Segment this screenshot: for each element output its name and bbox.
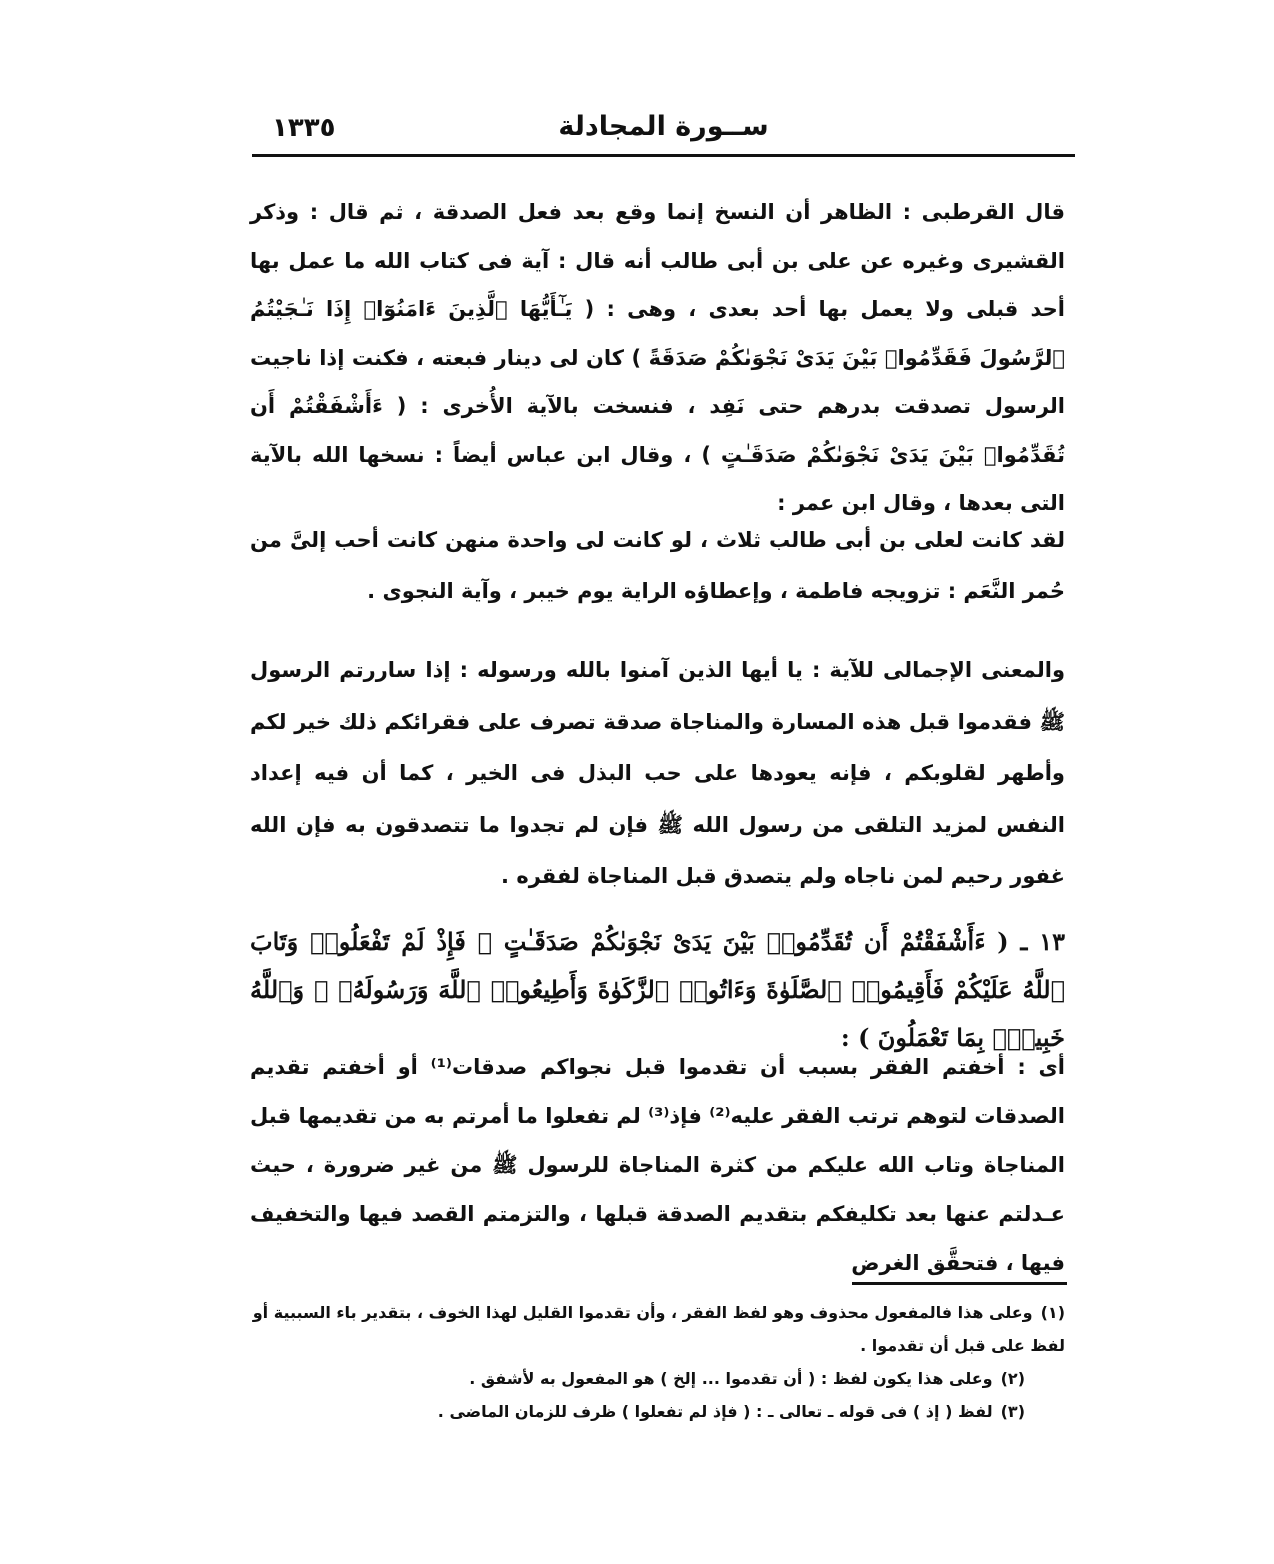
page-number: ١٣٣٥: [272, 113, 336, 143]
paragraph-general-meaning: والمعنى الإجمالى للآية : يا أيها الذين آمنوا بالله ورسوله : إذا ساررتم الرسول ﷺ فقدموا قبل هذه المسارة والمناجاة صدقة تصرف على فقرائكم ذلك خير لكم وأطهر لقلوبكم ، فإنه يعودها على حب البذل فى الخير ، كما أن فيه إعداد النفس لمزيد التلقى من رسول الله ﷺ فإن لم تجدوا ما تتصدقون به فإن الله غفور رحيم لمن ناجاه ولم يتصدق قبل المناجاة لفقره .: [250, 658, 1065, 888]
footnote-3: [245, 1395, 1065, 1428]
paragraph-verse-explanation: أى : أخفتم الفقر بسبب أن تقدموا قبل نجواكم صدقات⁽¹⁾ أو أخفتم تقديم الصدقات لتوهم ترتب الفقر عليه⁽²⁾ فإذ⁽³⁾ لم تفعلوا ما أمرتم به من تقديمها قبل المناجاة وتاب الله عليكم من كثرة المناجاة للرسول ﷺ من غير ضرورة ، حيث عـدلتم عنها بعد تكليفكم بتقديم الصدقة قبلها ، والتزمتم القصد فيها والتخفيف فيها ، فتحقَّق الغرض: [250, 1055, 1065, 1275]
footnote-rule: [852, 1282, 1067, 1285]
footnote-1: [245, 1296, 1065, 1362]
footnotes: [245, 1296, 1065, 1428]
footnote-text: وعلى هذا فالمفعول محذوف وهو لفظ الفقر ، وأن تقدموا القليل لهذا الخوف ، بتقدير باء السببية أو لفظ على قبل أن تقدموا .: [252, 1303, 1065, 1355]
quran-verse-13: ١٣ ـ ( ءَأَشْفَقْتُمْ أَن تُقَدِّمُوا۟ بَيْنَ يَدَىْ نَجْوَىٰكُمْ صَدَقَـٰتٍ ۚ فَإِذْ لَمْ تَفْعَلُوا۟ وَتَابَ ٱللَّهُ عَلَيْكُمْ فَأَقِيمُوا۟ ٱلصَّلَوٰةَ وَءَاتُوا۟ ٱلزَّكَوٰةَ وَأَطِيعُوا۟ ٱللَّهَ وَرَسُولَهُۥ ۚ وَٱللَّهُ خَبِيرٌۢ بِمَا تَعْمَلُونَ ) :: [250, 927, 1065, 1052]
paragraph-ibn-umar-quote: لقد كانت لعلى بن أبى طالب ثلاث ، لو كانت لى واحدة منهن كانت أحب إلىَّ من حُمر النَّعَم : تزويجه فاطمة ، وإعطاؤه الراية يوم خيبر ، وآية النجوى .: [250, 528, 1065, 603]
footnote-text: لفظ ( إذ ) فى قوله ـ تعالى ـ : ( فإذ لم تفعلوا ) ظرف للزمان الماضى .: [437, 1402, 993, 1421]
footnote-number: (١): [1040, 1303, 1065, 1322]
footnote-2: [245, 1362, 1065, 1395]
header-rule: [252, 154, 1075, 157]
footnote-number: (٣): [1000, 1402, 1025, 1421]
footnote-number: (٢): [1000, 1369, 1025, 1388]
page-header: [252, 105, 1075, 145]
surah-title: ســورة المجادلة: [558, 111, 769, 142]
footnote-text: وعلى هذا يكون لفظ : ( أن تقدموا ... إلخ ) هو المفعول به لأشفق .: [469, 1369, 993, 1388]
paragraph-qurtubi: قال القرطبى : الظاهر أن النسخ إنما وقع بعد فعل الصدقة ، ثم قال : وذكر القشيرى وغيره عن على بن أبى طالب أنه قال : آية فى كتاب الله ما عمل بها أحد قبلى ولا يعمل بها أحد بعدى ، وهى : ( يَـٰٓأَيُّهَا ٱلَّذِينَ ءَامَنُوٓا۟ إِذَا نَـٰجَيْتُمُ ٱلرَّسُولَ فَقَدِّمُوا۟ بَيْنَ يَدَىْ نَجْوَىٰكُمْ صَدَقَةً ) كان لى دينار فبعته ، فكنت إذا ناجيت الرسول تصدقت بدرهم حتى نَفِد ، فنسخت بالآية الأُخرى : ( ءَأَشْفَقْتُمْ أَن تُقَدِّمُوا۟ بَيْنَ يَدَىْ نَجْوَىٰكُمْ صَدَقَـٰتٍ ) ، وقال ابن عباس أيضاً : نسخها الله بالآية التى بعدها ، وقال ابن عمر :: [250, 200, 1065, 515]
